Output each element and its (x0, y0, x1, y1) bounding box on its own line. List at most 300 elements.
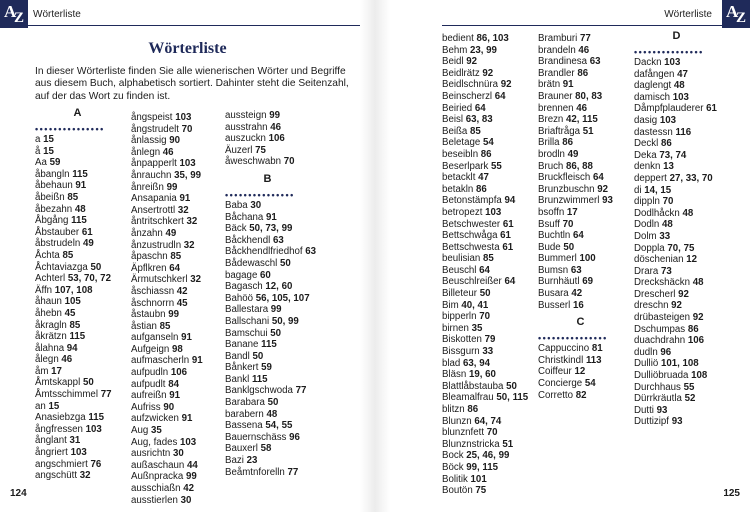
word-entry (225, 293, 316, 305)
entry-word: åbezahn (35, 203, 73, 215)
entry-word: Bim (442, 299, 459, 311)
word-entry (442, 334, 528, 346)
entry-page-numbers: 51 (582, 125, 594, 137)
entry-word: Billeteur (442, 288, 477, 300)
entry-page-numbers: 70, 75 (667, 242, 695, 254)
entry-word: dasig (634, 114, 658, 126)
word-entry (634, 115, 717, 127)
entry-page-numbers: 35 (150, 425, 162, 437)
word-entry (442, 381, 528, 393)
right-page (390, 0, 750, 512)
word-entry (35, 308, 111, 320)
entry-page-numbers: 113 (585, 354, 602, 366)
entry-word: Beserlpark (442, 160, 489, 172)
entry-page-numbers: 70 (283, 156, 295, 168)
entry-page-numbers: 85 (67, 191, 79, 203)
word-entry (634, 80, 717, 92)
entry-word: Bettschwåga (442, 230, 498, 242)
word-entry (131, 471, 203, 483)
intro-paragraph: In dieser Wörterliste finden Sie alle wienerischen Wörter und Begriffe aus diesem Buch, alphabetisch sortiert. Dahinter steht die Seitenzahl, auf der das Wort zu finden ist. (35, 66, 349, 102)
entry-page-numbers: 92 (692, 312, 704, 324)
entry-page-numbers: 19, 60 (468, 369, 496, 381)
entry-page-numbers: 70 (181, 123, 193, 135)
entry-page-numbers: 50 (506, 380, 517, 392)
entry-page-numbers: 51 (502, 438, 514, 450)
entry-page-numbers: 96 (289, 431, 300, 443)
word-entry (634, 57, 717, 69)
entry-page-numbers: 35, 99 (174, 169, 202, 181)
entry-word: Buchtln (538, 230, 571, 242)
entry-word: ånzahn (131, 227, 163, 239)
entry-page-numbers: 50 (279, 257, 291, 269)
entry-page-numbers: 85 (470, 125, 481, 137)
page-number-left: 124 (10, 488, 27, 499)
entry-word: ålegn (35, 354, 59, 366)
word-entry (131, 355, 203, 367)
entry-page-numbers: 63 (305, 246, 317, 258)
word-entry (131, 263, 203, 275)
entry-word: bipperln (442, 311, 477, 323)
entry-word: Bissgurn (442, 346, 480, 358)
word-entry (634, 300, 717, 312)
entry-page-numbers: 17 (51, 365, 62, 377)
entry-page-numbers: 86, 103 (476, 33, 509, 44)
word-entry (131, 425, 203, 437)
word-entry (131, 158, 203, 170)
entry-word: aufreißn (131, 390, 167, 402)
entry-word: Åbgång (35, 215, 69, 227)
entry-page-numbers: 92 (678, 288, 689, 300)
word-entry (634, 416, 717, 428)
word-entry (225, 156, 316, 168)
word-entry (225, 409, 316, 421)
word-entry (442, 404, 528, 416)
word-entry (131, 182, 203, 194)
entry-word: Bruckfleisch (538, 172, 591, 184)
word-entry (634, 161, 717, 173)
entry-word: dippln (634, 196, 660, 208)
entry-page-numbers: 80, 83 (575, 90, 603, 102)
word-entry (538, 207, 613, 219)
entry-page-numbers: 103 (659, 114, 677, 126)
entry-page-numbers: 61 (502, 241, 514, 253)
entry-word: brätn (538, 79, 561, 91)
word-entry (442, 462, 528, 474)
entry-page-numbers: 91 (75, 180, 87, 192)
entry-word: Aug (131, 425, 149, 437)
word-entry (225, 316, 316, 328)
entry-word: Christkindl (538, 354, 584, 366)
word-entry (634, 266, 717, 278)
entry-word: Biskotten (442, 334, 482, 346)
entry-page-numbers: 42, 115 (566, 114, 598, 126)
entry-page-numbers: 64 (479, 264, 490, 276)
word-entry (442, 392, 528, 404)
entry-word: åm (35, 365, 49, 377)
word-entry (442, 79, 528, 91)
word-entry (634, 405, 717, 417)
az-logo-letter-a: A (726, 2, 739, 21)
word-entry (131, 495, 203, 507)
word-entry (538, 390, 613, 402)
entry-word: Dodlhåckn (634, 207, 680, 219)
entry-word: åbstrudeln (35, 238, 81, 250)
word-entry (35, 157, 111, 169)
entry-page-numbers: 48 (692, 277, 704, 289)
entry-word: aufpudlt (131, 378, 166, 390)
entry-word: Brandinesa (538, 56, 588, 68)
entry-word: Concierge (538, 378, 583, 390)
word-entry (35, 331, 111, 343)
entry-word: Bäck (225, 223, 247, 235)
entry-word: ångfressen (35, 423, 83, 435)
word-entry (442, 45, 528, 57)
word-column-2 (131, 110, 203, 506)
entry-page-numbers: 98 (171, 343, 183, 355)
entry-page-numbers: 56, 105, 107 (255, 292, 310, 304)
entry-word: Aufgeign (131, 343, 170, 355)
entry-page-numbers: 93 (671, 416, 683, 428)
entry-page-numbers: 76 (90, 458, 102, 470)
word-entry (131, 437, 203, 449)
entry-word: Bude (538, 241, 561, 253)
entry-page-numbers: 49 (567, 148, 579, 160)
word-entry (538, 91, 613, 103)
entry-word: Beidl (442, 56, 464, 68)
entry-word: Cappuccino (538, 343, 590, 355)
word-entry (634, 277, 717, 289)
entry-word: Bådewaschl (225, 257, 278, 269)
entry-page-numbers: 54, 55 (265, 420, 293, 432)
entry-page-numbers: 48 (74, 203, 86, 215)
entry-page-numbers: 115 (261, 339, 277, 351)
word-entry (442, 323, 528, 335)
word-column-3 (225, 110, 316, 478)
entry-page-numbers: 50 (252, 350, 264, 362)
entry-word: betropezt (442, 206, 483, 218)
entry-word: ånglant (35, 435, 67, 447)
word-entry (225, 212, 316, 224)
entry-word: dafången (634, 68, 675, 80)
entry-page-numbers: 27, 33, 70 (669, 172, 713, 184)
entry-page-numbers: 12, 60 (265, 281, 293, 293)
entry-word: Bandl (225, 350, 250, 362)
entry-word: Durchhaus (634, 381, 681, 393)
word-entry (225, 432, 316, 444)
entry-word: Außnpracka (131, 471, 184, 483)
entry-word: ånreißn (131, 181, 164, 193)
word-entry (35, 192, 111, 204)
page-number-right: 125 (723, 488, 740, 499)
word-entry (538, 79, 613, 91)
entry-word: Brandler (538, 67, 575, 79)
entry-page-numbers: 64 (169, 262, 181, 274)
word-column-6 (634, 30, 717, 428)
header-rule (442, 25, 722, 26)
entry-page-numbers: 42 (176, 285, 188, 297)
word-entry (442, 485, 528, 497)
entry-word: betacklt (442, 172, 476, 184)
entry-page-numbers: 77 (100, 389, 112, 401)
entry-page-numbers: 70 (562, 218, 574, 230)
entry-page-numbers: 99 (166, 181, 178, 193)
word-entry (35, 424, 111, 436)
entry-page-numbers: 92 (597, 183, 609, 195)
word-entry (538, 68, 613, 80)
word-entry (35, 354, 111, 366)
word-column-5 (538, 33, 613, 401)
entry-word: dastessn (634, 126, 673, 138)
entry-word: Beidlschnüra (442, 79, 499, 91)
entry-word: Brauner (538, 90, 573, 102)
entry-word: aufzwicken (131, 413, 179, 425)
entry-page-numbers: 86 (480, 148, 492, 160)
entry-word: Bagasch (225, 281, 263, 293)
word-entry (131, 216, 203, 228)
entry-page-numbers: 70 (479, 311, 490, 323)
entry-word: Böck (442, 461, 464, 473)
word-entry (131, 402, 203, 414)
word-entry (442, 369, 528, 381)
word-entry (35, 377, 111, 389)
word-entry (225, 362, 316, 374)
word-entry (634, 358, 717, 370)
entry-page-numbers: 92 (482, 67, 494, 79)
entry-page-numbers: 99 (270, 304, 282, 316)
entry-page-numbers: 64, 74 (474, 415, 502, 427)
word-entry (442, 358, 528, 370)
entry-word: angschmiert (35, 458, 88, 470)
entry-word: Aufriss (131, 401, 161, 413)
entry-page-numbers: 90 (169, 135, 181, 147)
entry-word: Busserl (538, 299, 571, 311)
entry-page-numbers: 63 (272, 234, 284, 246)
word-entry (131, 286, 203, 298)
entry-word: åkrätzn (35, 331, 67, 343)
az-logo-letter-a: A (4, 2, 17, 21)
word-entry (538, 288, 613, 300)
entry-page-numbers: 30 (250, 199, 262, 211)
word-entry (225, 420, 316, 432)
entry-word: Dolm (634, 230, 657, 242)
entry-page-numbers: 115 (71, 215, 87, 227)
entry-page-numbers: 12 (686, 254, 698, 266)
entry-page-numbers: 99 (269, 110, 280, 121)
entry-page-numbers: 48 (662, 219, 673, 231)
word-entry (131, 448, 203, 460)
entry-page-numbers: 48 (673, 80, 685, 92)
word-entry (442, 195, 528, 207)
word-entry (35, 412, 111, 424)
section-letter: B (263, 172, 272, 185)
entry-word: deppert (634, 172, 667, 184)
entry-word: Dackn (634, 57, 662, 68)
word-entry (442, 276, 528, 288)
entry-page-numbers: 91 (191, 355, 203, 367)
entry-page-numbers: 116 (675, 126, 692, 138)
entry-word: Aa (35, 157, 47, 169)
entry-word: aufpudln (131, 367, 169, 379)
word-entry (225, 281, 316, 293)
word-entry (131, 332, 203, 344)
word-entry (634, 254, 717, 266)
word-column-4 (442, 33, 528, 497)
entry-word: å (35, 145, 41, 157)
entry-page-numbers: 92 (500, 79, 512, 91)
entry-page-numbers: 23, 99 (470, 44, 497, 56)
entry-page-numbers: 81 (591, 343, 603, 355)
entry-word: birnen (442, 322, 469, 334)
entry-page-numbers: 103 (664, 57, 681, 68)
entry-page-numbers: 91 (562, 79, 574, 91)
entry-page-numbers: 64 (504, 276, 516, 288)
entry-word: beulisian (442, 253, 481, 265)
entry-page-numbers: 50 (267, 397, 279, 409)
entry-page-numbers: 12 (574, 366, 586, 378)
entry-page-numbers: 59 (261, 362, 272, 374)
word-entry (634, 127, 717, 139)
entry-word: aufmascherln (131, 355, 190, 367)
word-entry (538, 195, 613, 207)
entry-word: Båchana (225, 211, 264, 223)
entry-page-numbers: 14, 15 (644, 184, 672, 196)
entry-page-numbers: 58 (260, 443, 272, 455)
word-entry (442, 265, 528, 277)
entry-page-numbers: 50 (563, 241, 575, 253)
entry-word: daglengt (634, 80, 672, 92)
entry-word: Åchtaviazga (35, 261, 88, 273)
word-entry (35, 285, 111, 297)
word-entry (634, 312, 717, 324)
entry-word: bagage (225, 269, 258, 281)
word-entry (634, 347, 717, 359)
entry-page-numbers: 50 (270, 327, 282, 339)
word-entry (131, 124, 203, 136)
entry-word: Äffn (35, 284, 53, 296)
word-entry (538, 265, 613, 277)
word-entry (225, 455, 316, 467)
entry-page-numbers: 50 (479, 288, 491, 300)
entry-word: drübasteigen (634, 312, 691, 324)
entry-page-numbers: 77 (295, 385, 307, 397)
word-entry (442, 91, 528, 103)
entry-word: åntritschkert (131, 216, 184, 228)
word-entry (538, 126, 613, 138)
entry-page-numbers: 70 (662, 196, 674, 208)
entry-word: außaschaun (131, 459, 185, 471)
entry-page-numbers: 32 (79, 470, 91, 482)
entry-page-numbers: 30 (180, 494, 192, 506)
entry-page-numbers: 86 (562, 137, 574, 149)
entry-page-numbers: 101, 108 (660, 358, 699, 370)
entry-page-numbers: 54 (482, 137, 494, 149)
word-entry (538, 219, 613, 231)
word-entry (634, 324, 717, 336)
entry-word: Bock (442, 450, 464, 462)
word-entry (35, 273, 111, 285)
word-entry (35, 215, 111, 227)
word-entry (634, 335, 717, 347)
word-entry (442, 219, 528, 231)
word-entry (225, 133, 316, 145)
entry-page-numbers: 106 (268, 133, 285, 145)
entry-page-numbers: 86 (467, 404, 479, 415)
word-entry (131, 135, 203, 147)
entry-page-numbers: 53, 70, 72 (67, 273, 111, 285)
word-entry (225, 443, 316, 455)
entry-word: blitzn (442, 404, 465, 415)
word-entry (225, 235, 316, 247)
word-entry (35, 366, 111, 378)
word-entry (131, 321, 203, 333)
entry-page-numbers: 40, 41 (461, 299, 489, 311)
entry-word: an (35, 400, 46, 412)
entry-word: denkn (634, 161, 661, 173)
entry-page-numbers: 33 (482, 346, 494, 358)
word-entry (634, 92, 717, 104)
word-entry (35, 204, 111, 216)
entry-page-numbers: 35 (471, 322, 483, 334)
entry-page-numbers: 15 (48, 400, 60, 412)
word-entry (442, 149, 528, 161)
entry-page-numbers: 55 (491, 160, 502, 172)
entry-page-numbers: 23 (246, 455, 258, 467)
entry-word: Ärmutschkerl (131, 274, 188, 286)
entry-word: åweschwabn (225, 156, 282, 168)
entry-page-numbers: 61 (706, 103, 717, 115)
word-entry (225, 200, 316, 212)
word-entry (442, 126, 528, 138)
entry-page-numbers: 82 (575, 389, 587, 401)
letter-section-header (538, 316, 613, 344)
entry-word: Bankl (225, 373, 250, 385)
entry-page-numbers: 103 (180, 436, 197, 448)
entry-word: ångstrudelt (131, 123, 179, 135)
entry-page-numbers: 64 (494, 90, 506, 102)
entry-word: Bruch (538, 160, 564, 172)
letter-section-header (35, 107, 111, 134)
word-entry (131, 112, 203, 124)
entry-page-numbers: 48 (266, 408, 278, 420)
entry-page-numbers: 48 (682, 207, 694, 219)
word-entry (442, 161, 528, 173)
entry-word: Doppla (634, 242, 665, 254)
entry-word: ånzustrudln (131, 239, 182, 251)
entry-page-numbers: 86, 88 (566, 160, 593, 172)
entry-word: Dreckshäckn (634, 277, 690, 289)
word-entry (442, 103, 528, 115)
word-entry (538, 355, 613, 367)
entry-word: Beletage (442, 137, 481, 149)
word-entry (634, 196, 717, 208)
section-letter: C (576, 316, 585, 329)
entry-word: Bläsn (442, 369, 467, 381)
entry-word: åschiassn (131, 285, 175, 297)
page-title: Wörterliste (148, 40, 227, 57)
entry-page-numbers: 50, 99 (271, 315, 299, 327)
entry-page-numbers: 13 (663, 161, 674, 173)
word-entry (225, 258, 316, 270)
entry-page-numbers: 107, 108 (54, 284, 93, 296)
entry-page-numbers: 85 (482, 253, 494, 265)
entry-word: Blunznstricka (442, 438, 500, 450)
entry-page-numbers: 106 (687, 335, 705, 347)
entry-page-numbers: 77 (580, 33, 591, 44)
entry-word: Banklgschwoda (225, 385, 293, 397)
entry-word: dreschn (634, 300, 669, 312)
entry-page-numbers: 50, 115 (496, 392, 529, 404)
entry-word: brandeln (538, 44, 576, 56)
